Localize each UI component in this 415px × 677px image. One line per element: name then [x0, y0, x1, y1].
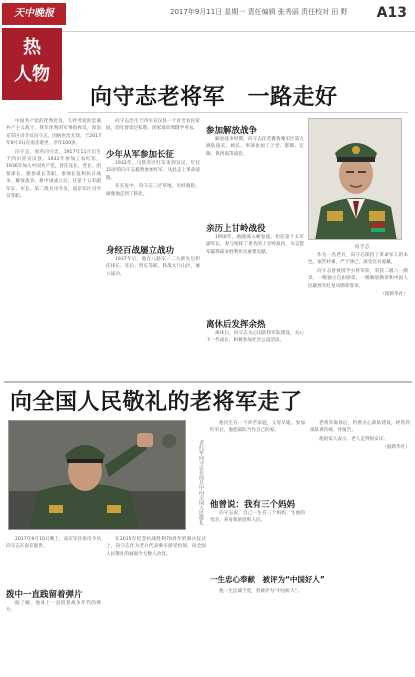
story1-column-1 — [6, 118, 101, 378]
paragraph: 他一生忠诚于党，曾被评为“中国好人”。 — [219, 589, 302, 594]
story1-column-3a — [206, 136, 304, 218]
story2-column-3a — [210, 420, 305, 496]
story2-column-3b — [210, 510, 305, 570]
divider — [68, 112, 408, 113]
paragraph: 2017年9月10日晚上，南京军区原司令员向守志在南京逝世。 — [6, 537, 101, 550]
paragraph: 老将军离休后，仍然关心部队建设，经常到部队讲传统、作报告。 — [310, 421, 410, 434]
paragraph: 离休后，向守志关心国防和军队建设，关心下一代成长，积极参加社会公益活动。 — [206, 331, 304, 344]
paragraph: 中国共产党的优秀党员、久经考验的忠诚共产主义战士，我军优秀的军事指挥员，原南京军区司令员向守志，因病医治无效，于2017年9月3日在南京逝世，享年100岁。 — [6, 119, 101, 147]
paragraph: 在2015年纪念抗战胜利70周年的阅兵仪式上，向守志作为老兵代表乘车接受检阅，向全国人民敬礼的画面令无数人动容。 — [106, 537, 206, 557]
story1-column-2c — [106, 256, 200, 378]
story1-column-2a — [106, 118, 200, 146]
paragraph: 解放战争时期，向守志任晋冀鲁豫军区第九纵队旅长、师长，率部参加了上党、邯郸、定陶、鲁西南等战役。 — [206, 137, 304, 157]
subheading: 一生忠心奉献 被评为“中国好人” — [210, 575, 325, 584]
story2-column-2 — [106, 536, 206, 674]
subheading: 少年从军参加长征 — [106, 150, 175, 160]
subheading: 离休后发挥余热 — [206, 320, 266, 330]
story1-headline: 向守志老将军 一路走好 — [90, 84, 338, 110]
paragraph: 他出生在一个贫苦家庭，父母早逝。参加红军后，他把部队当作自己的家。 — [210, 421, 305, 434]
newspaper-logo: 天中晚报 — [2, 3, 66, 25]
story1-column-3c — [206, 330, 304, 378]
subheading: 他曾说：我有三个妈妈 — [210, 500, 296, 510]
header-info: 2017年9月11日 星期一 责任编辑 张秀丽 责任校对 田 野 — [170, 8, 348, 16]
portrait-photo — [308, 118, 402, 240]
story2-column-1a — [6, 536, 101, 584]
story2-column-4 — [310, 420, 410, 674]
paragraph: 他的家人表示，老人走得很安详。 — [319, 436, 388, 442]
source-note: （据新华社） — [382, 445, 410, 451]
page-number: A13 — [376, 5, 407, 21]
subheading: 亲历上甘岭战役 — [206, 224, 266, 234]
story1-column-4 — [308, 252, 408, 378]
story1-column-3b — [206, 234, 304, 314]
divider — [4, 381, 412, 383]
paragraph: 在长征中，向守志三过草地，历经艰险，顽强地走到了陕北。 — [106, 184, 200, 197]
story2-column-3c — [210, 588, 305, 674]
paragraph: 据了解，他身上一直留着战争年代的弹片。 — [6, 601, 101, 614]
subheading: 参加解放战争 — [206, 126, 258, 136]
paragraph: 1937年后，他在八路军一二九师先后担任排长、连长、营长等职，转战太行山区，屡立战功。 — [106, 257, 200, 277]
source-note: （据新华社） — [380, 292, 408, 298]
paragraph: 作为一名老兵，向守志保持了革命军人的本色，艰苦朴素，严于律己，深受官兵爱戴。 — [308, 253, 408, 266]
portrait-illustration — [309, 119, 402, 240]
portrait-caption: 向守志 — [354, 244, 370, 250]
subheading: 拨中一直践留着弹片 — [6, 590, 83, 600]
subheading: 身经百战屡立战功 — [106, 246, 175, 256]
paragraph: 1950年，他随部入朝参战，担任第十五军副军长，参与指挥了著名的上甘岭战役，为志愿军赢得战争胜利作出重要贡献。 — [206, 235, 304, 255]
section-label — [2, 28, 62, 100]
paragraph: 1933年，川陕苏区红军来到宣汉，年仅15岁的向守志毅然参加红军，从此走上革命道路。 — [106, 161, 200, 181]
salute-illustration — [9, 421, 186, 530]
paragraph: 向守志出生于四川宣汉县一个贫苦农民家庭，幼年曾读过私塾，因家境贫寒辍学务农。 — [106, 119, 200, 132]
salute-photo — [8, 420, 186, 530]
page-header — [0, 0, 415, 32]
story2-headline: 向全国人民敬礼的老将军走了 — [10, 389, 303, 415]
section-label-line1: 热 — [23, 37, 41, 58]
paragraph: 向守志，原名向守忠，1917年11月出生于四川省宣汉县。1933年参加工农红军，1936年加入中国共产党。曾任连长、营长、团参谋长、旅参谋长等职，参加长征和抗日战争、解放战争。新中国成立后，任第十五军副军长、军长，第二炮兵司令员，南京军区司令员等职。 — [6, 149, 101, 200]
story1-column-2b — [106, 160, 200, 242]
paragraph: 向守志曾被授予少将军衔，荣获二级八一勋章、一级独立自由勋章、一级解放勋章和中国人民解放军红星功勋荣誉章。 — [308, 268, 408, 289]
section-label-line2: 人物 — [14, 64, 50, 85]
paragraph: 向守志说，自己一生有三个妈妈：生他的母亲、养育他的党和人民。 — [210, 511, 305, 524]
salute-caption: 老红军向守志在阅兵中向全国人民敬礼 — [198, 440, 204, 525]
story2-column-1b — [6, 600, 101, 674]
